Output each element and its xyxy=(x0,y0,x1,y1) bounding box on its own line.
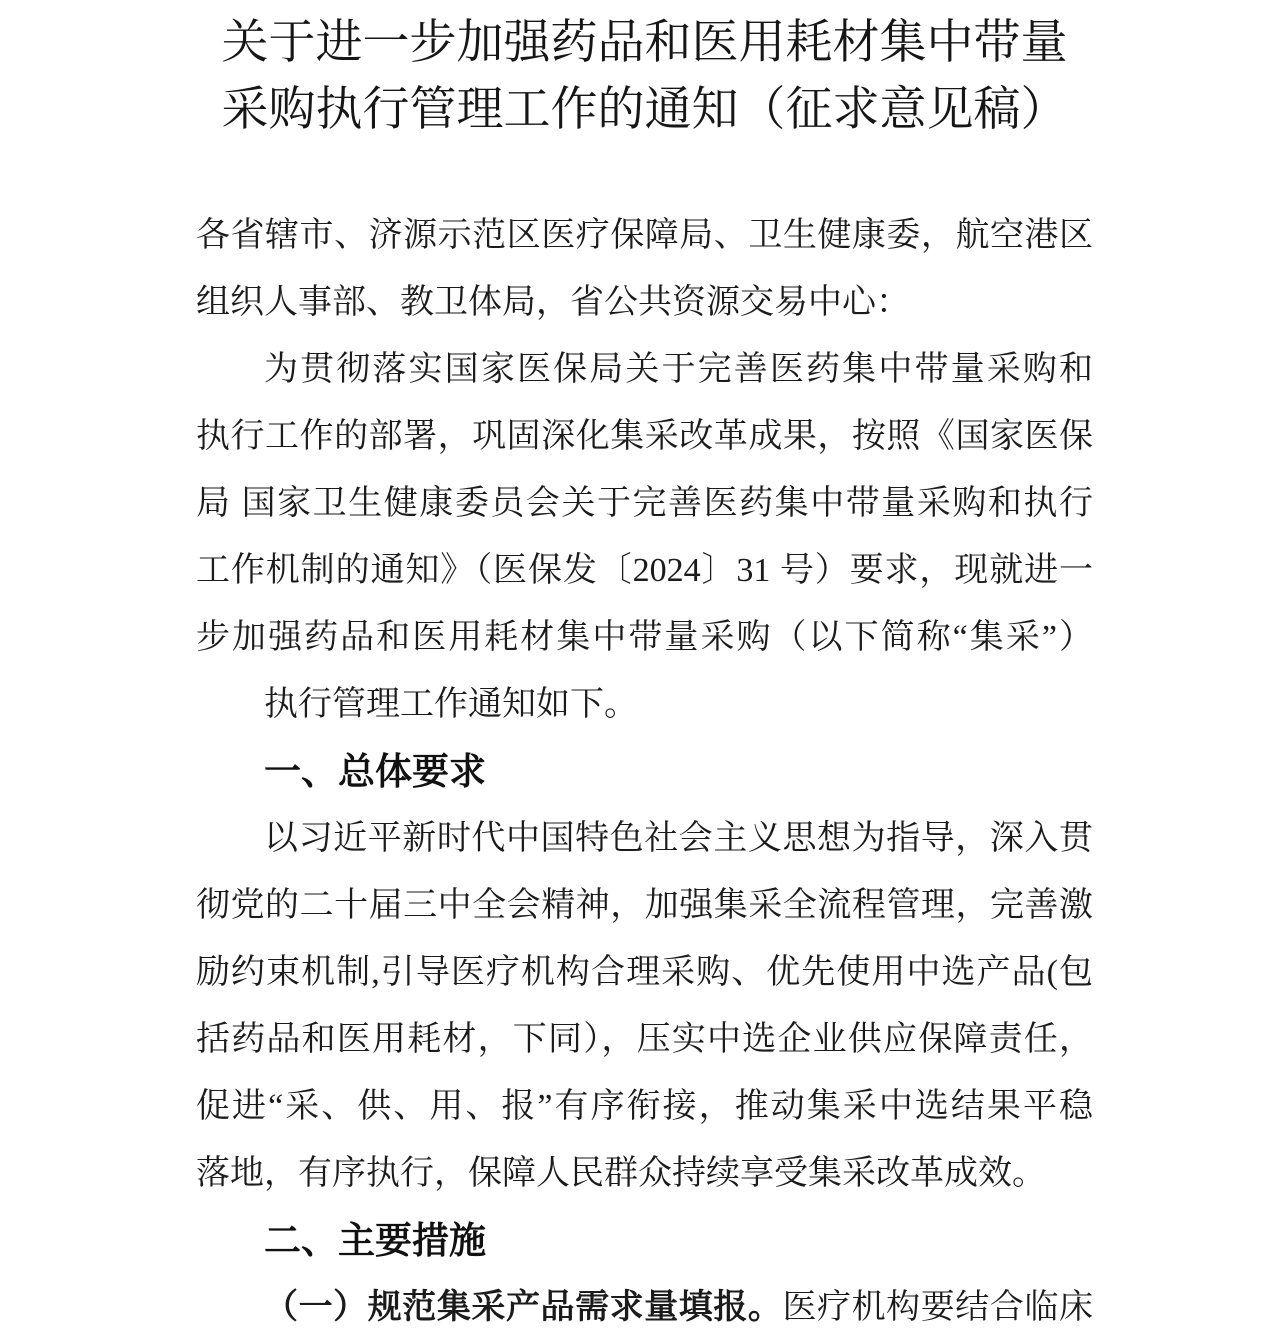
section2-item1-bold-lead: （一）规范集采产品需求量填报。 xyxy=(264,1289,783,1326)
document-title xyxy=(196,10,1093,144)
section1-paragraph-line-4: 括药品和医用耗材，下同），压实中选企业供应保障责任， xyxy=(196,1021,1093,1058)
section1-paragraph-line-5: 促进“采、供、用、报”有序衔接，推动集采中选结果平稳 xyxy=(196,1088,1093,1125)
document-title-line-2: 采购执行管理工作的通知（征求意见稿） xyxy=(221,84,1068,136)
section1-paragraph-line-2: 彻党的二十届三中全会精神，加强集采全流程管理，完善激 xyxy=(196,887,1093,924)
intro-paragraph-line-3: 局 国家卫生健康委员会关于完善医药集中带量采购和执行 xyxy=(196,485,1093,522)
document-title-line-1: 关于进一步加强药品和医用耗材集中带量 xyxy=(221,17,1068,69)
heading-main-measures: 二、主要措施 xyxy=(264,1220,486,1261)
intro-paragraph-line-1: 为贯彻落实国家医保局关于完善医药集中带量采购和 xyxy=(264,351,1093,388)
document-body xyxy=(196,202,1093,1340)
intro-paragraph-line-4: 工作机制的通知》（医保发〔2024〕31 号）要求，现就进一 xyxy=(196,552,1093,589)
section1-paragraph-line-6: 落地，有序执行，保障人民群众持续享受集采改革成效。 xyxy=(196,1155,1046,1192)
section1-paragraph-line-3: 励约束机制,引导医疗机构合理采购、优先使用中选产品(包 xyxy=(196,954,1093,991)
section2-item1-line-1 xyxy=(196,1274,1093,1340)
intro-paragraph-line-6: 执行管理工作通知如下。 xyxy=(264,686,638,723)
section2-item1-text: 医疗机构要结合临床 xyxy=(782,1289,1094,1326)
salutation-line-1: 各省辖市、济源示范区医疗保障局、卫生健康委，航空港区 xyxy=(196,217,1093,254)
intro-paragraph-line-2: 执行工作的部署，巩固深化集采改革成果，按照《国家医保 xyxy=(196,418,1093,455)
heading-overall-requirements: 一、总体要求 xyxy=(264,751,486,792)
section1-paragraph-line-1: 以习近平新时代中国特色社会主义思想为指导，深入贯 xyxy=(264,820,1093,857)
intro-paragraph-line-5: 步加强药品和医用耗材集中带量采购（以下简称“集采”） xyxy=(196,619,1093,656)
salutation-line-2: 组织人事部、教卫体局，省公共资源交易中心： xyxy=(196,284,910,321)
